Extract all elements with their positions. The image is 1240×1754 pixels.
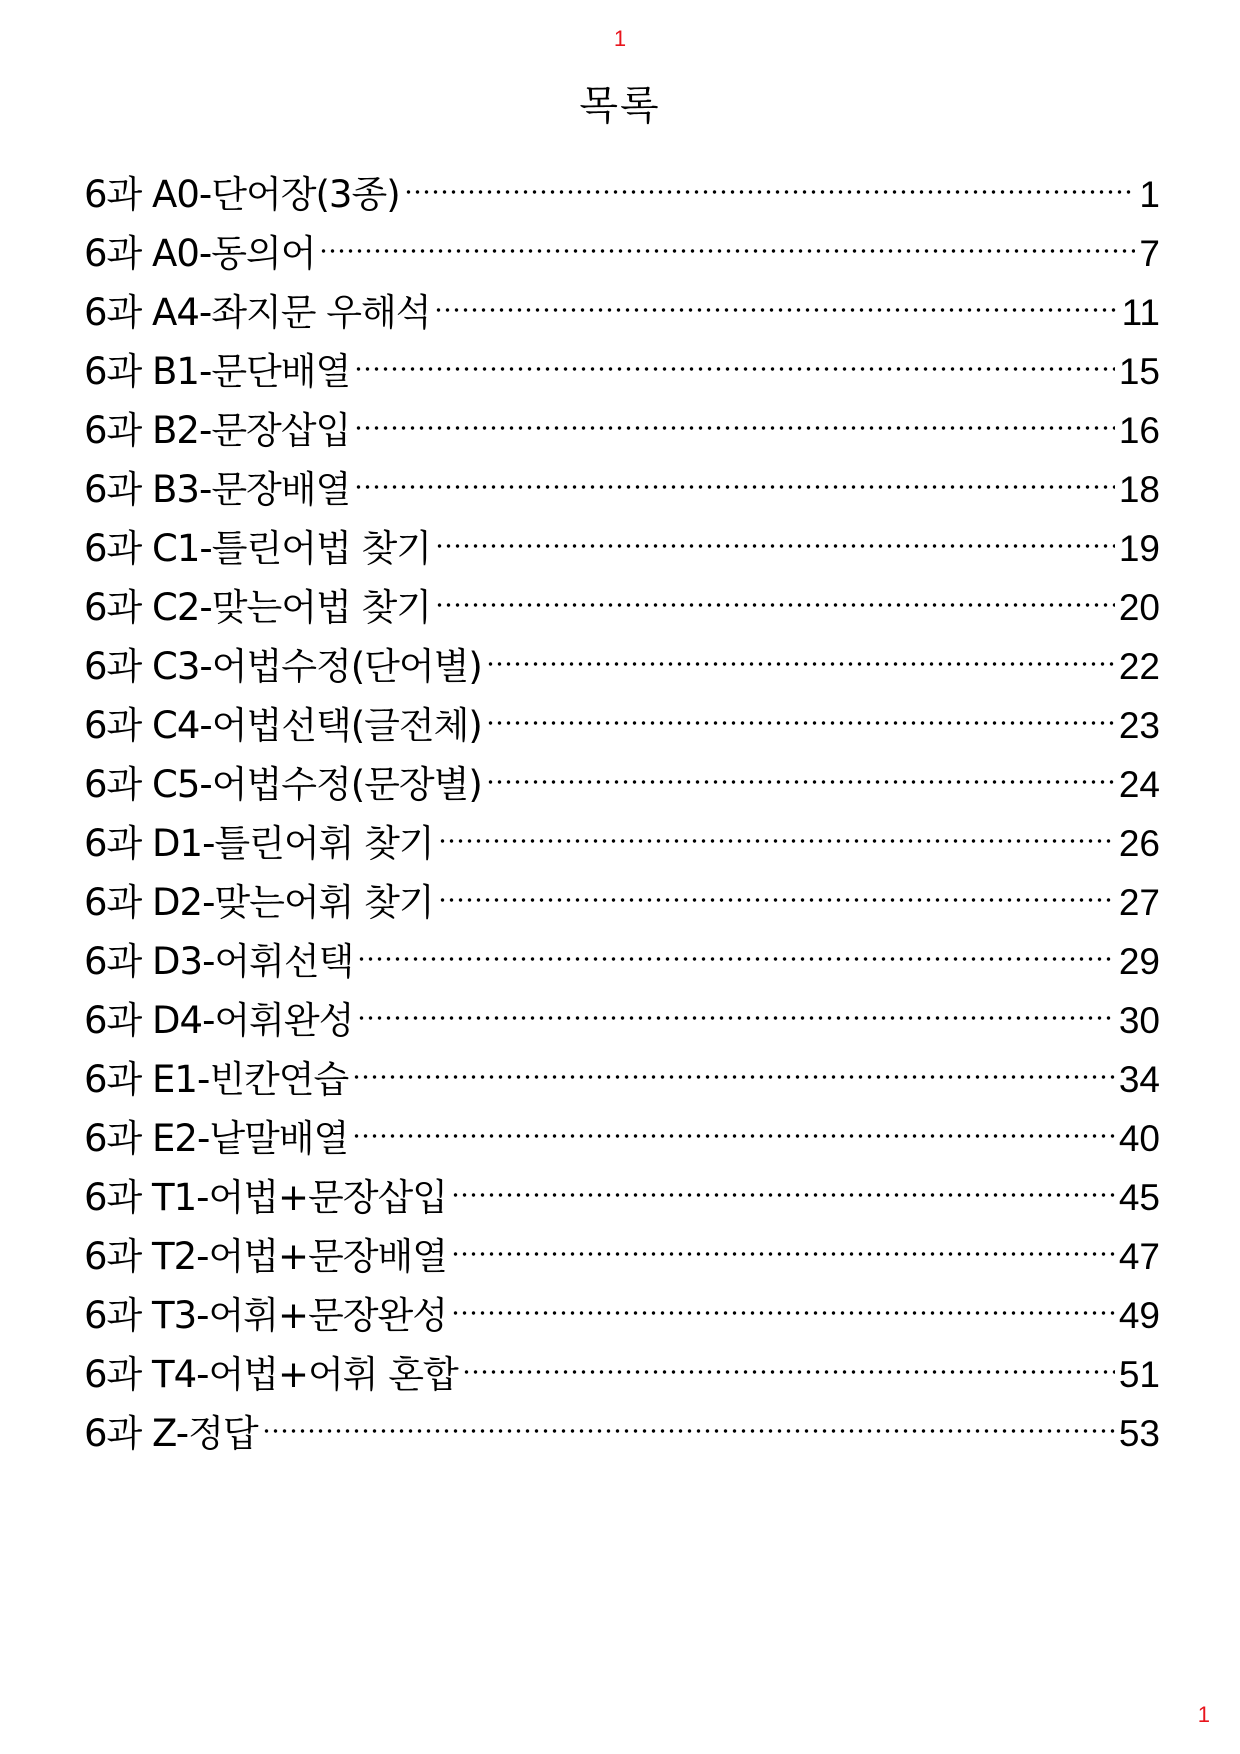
toc-entry-page-number: 47 (1118, 1236, 1160, 1277)
toc-entry-label: 6과 T1-어법+문장삽입 (84, 1176, 447, 1219)
toc-entry-label: 6과 A0-단어장(3종) (84, 173, 400, 216)
toc-entry[interactable] (84, 1409, 1160, 1468)
toc-entry-label: 6과 B1-문단배열 (84, 350, 351, 393)
dot-leader (434, 307, 1117, 313)
toc-entry-page-number: 15 (1118, 351, 1160, 392)
toc-entry-label: 6과 Z-정답 (84, 1412, 258, 1455)
toc-entry-page-number: 7 (1139, 233, 1160, 274)
toc-entry[interactable] (84, 1114, 1160, 1173)
toc-entry[interactable] (84, 701, 1160, 760)
dot-leader (438, 897, 1115, 903)
toc-entry-page-number: 24 (1118, 764, 1160, 805)
toc-entry[interactable] (84, 406, 1160, 465)
table-of-contents (84, 170, 1160, 1468)
toc-entry-page-number: 29 (1118, 941, 1160, 982)
toc-entry-label: 6과 B2-문장삽입 (84, 409, 351, 452)
dot-leader (435, 602, 1115, 608)
toc-entry[interactable] (84, 1350, 1160, 1409)
dot-leader (451, 1192, 1115, 1198)
toc-entry-page-number: 53 (1118, 1413, 1160, 1454)
toc-entry[interactable] (84, 347, 1160, 406)
toc-entry[interactable] (84, 878, 1160, 937)
toc-entry-label: 6과 A4-좌지문 우해석 (84, 291, 431, 334)
dot-leader (354, 366, 1115, 372)
toc-entry-page-number: 26 (1118, 823, 1160, 864)
dot-leader (357, 956, 1114, 962)
toc-entry[interactable] (84, 465, 1160, 524)
toc-entry-page-number: 40 (1118, 1118, 1160, 1159)
toc-entry-label: 6과 A0-동의어 (84, 232, 316, 275)
toc-entry-label: 6과 E2-낱말배열 (84, 1117, 349, 1160)
toc-entry[interactable] (84, 1232, 1160, 1291)
dot-leader (352, 1074, 1115, 1080)
toc-entry-label: 6과 D4-어휘완성 (84, 999, 354, 1042)
toc-entry-page-number: 22 (1118, 646, 1160, 687)
toc-entry-label: 6과 C4-어법선택(글전체) (84, 704, 482, 747)
toc-entry-page-number: 51 (1118, 1354, 1160, 1395)
dot-leader (462, 1369, 1115, 1375)
toc-entry-label: 6과 C5-어법수정(문장별) (84, 763, 482, 806)
toc-entry[interactable] (84, 288, 1160, 347)
toc-entry[interactable] (84, 819, 1160, 878)
dot-leader (486, 779, 1115, 785)
dot-leader (404, 189, 1136, 195)
dot-leader (262, 1428, 1115, 1434)
dot-leader (435, 543, 1115, 549)
dot-leader (486, 720, 1115, 726)
toc-entry-page-number: 34 (1118, 1059, 1160, 1100)
toc-entry-label: 6과 B3-문장배열 (84, 468, 351, 511)
toc-entry-label: 6과 D2-맞는어휘 찾기 (84, 881, 434, 924)
toc-entry[interactable] (84, 937, 1160, 996)
page-number-bottom: 1 (1197, 1702, 1210, 1727)
toc-entry-page-number: 45 (1118, 1177, 1160, 1218)
dot-leader (451, 1310, 1115, 1316)
toc-entry-page-number: 19 (1118, 528, 1160, 569)
toc-entry-page-number: 49 (1118, 1295, 1160, 1336)
page-title: 목록 (579, 83, 661, 129)
toc-entry[interactable] (84, 996, 1160, 1055)
toc-entry[interactable] (84, 1173, 1160, 1232)
toc-entry-page-number: 11 (1121, 292, 1160, 333)
toc-entry-label: 6과 D1-틀린어휘 찾기 (84, 822, 434, 865)
toc-entry-page-number: 18 (1118, 469, 1160, 510)
toc-entry[interactable] (84, 170, 1160, 229)
toc-entry-label: 6과 C3-어법수정(단어별) (84, 645, 482, 688)
dot-leader (354, 484, 1115, 490)
toc-entry[interactable] (84, 229, 1160, 288)
toc-entry-page-number: 20 (1118, 587, 1160, 628)
toc-entry[interactable] (84, 1055, 1160, 1114)
dot-leader (352, 1133, 1115, 1139)
dot-leader (438, 838, 1115, 844)
toc-entry-label: 6과 D3-어휘선택 (84, 940, 354, 983)
toc-entry[interactable] (84, 583, 1160, 642)
toc-entry-label: 6과 E1-빈칸연습 (84, 1058, 349, 1101)
toc-entry-page-number: 30 (1118, 1000, 1160, 1041)
toc-entry[interactable] (84, 524, 1160, 583)
toc-entry[interactable] (84, 760, 1160, 819)
dot-leader (451, 1251, 1115, 1257)
dot-leader (486, 661, 1115, 667)
toc-entry[interactable] (84, 642, 1160, 701)
toc-entry-label: 6과 T2-어법+문장배열 (84, 1235, 447, 1278)
toc-entry-page-number: 23 (1118, 705, 1160, 746)
toc-entry-label: 6과 T3-어휘+문장완성 (84, 1294, 447, 1337)
toc-entry-label: 6과 C1-틀린어법 찾기 (84, 527, 431, 570)
toc-entry-page-number: 16 (1118, 410, 1160, 451)
dot-leader (357, 1015, 1114, 1021)
page-number-top: 1 (613, 26, 627, 51)
dot-leader (354, 425, 1115, 431)
toc-entry-page-number: 1 (1139, 174, 1160, 215)
dot-leader (319, 248, 1135, 254)
toc-entry-label: 6과 T4-어법+어휘 혼합 (84, 1353, 458, 1396)
toc-entry-page-number: 27 (1118, 882, 1160, 923)
toc-entry[interactable] (84, 1291, 1160, 1350)
toc-entry-label: 6과 C2-맞는어법 찾기 (84, 586, 431, 629)
